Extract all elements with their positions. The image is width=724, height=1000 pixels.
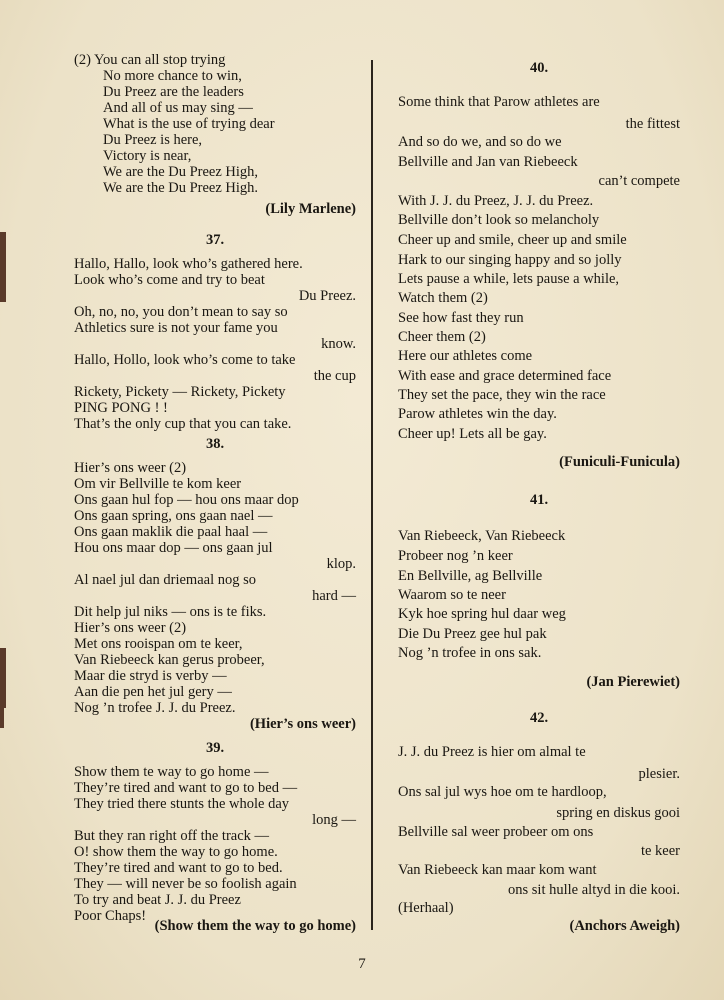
song-36-tune: (Lily Marlene) [265, 201, 356, 217]
song-38-line: Hier’s ons weer (2) [74, 460, 187, 476]
song-41-number: 41. [529, 492, 549, 508]
song-38-line: hard — [312, 588, 356, 604]
page-number: 7 [358, 956, 366, 972]
song-41-line: Probeer nog ’n keer [398, 548, 513, 564]
song-42-tune: (Anchors Aweigh) [569, 918, 680, 934]
song-42-line: plesier. [638, 766, 680, 782]
song-40-line: Watch them (2) [398, 290, 488, 306]
song-36-line: No more chance to win, [103, 68, 242, 84]
song-41-line: Nog ’n trofee in ons sak. [398, 645, 542, 661]
song-39-line: They tried there stunts the whole day [74, 796, 290, 812]
song-40-line: Bellville don’t look so melancholy [398, 212, 600, 228]
song-37-line: Du Preez. [298, 288, 356, 304]
song-37-number: 37. [205, 232, 225, 248]
song-40-line: Here our athletes come [398, 348, 533, 364]
song-38-line: Hier’s ons weer (2) [74, 620, 187, 636]
song-42-line: J. J. du Preez is hier om almal te [398, 744, 586, 760]
song-39-line: They — will never be so foolish again [74, 876, 297, 892]
song-37-line: Rickety, Pickety — Rickety, Pickety [74, 384, 286, 400]
song-41-tune: (Jan Pierewiet) [586, 674, 680, 690]
song-42-line: Van Riebeeck kan maar kom want [398, 862, 597, 878]
song-39-line: To try and beat J. J. du Preez [74, 892, 241, 908]
song-38-line: Met ons rooispan om te keer, [74, 636, 243, 652]
song-36-line: What is the use of trying dear [103, 116, 275, 132]
song-38-line: Nog ’n trofee J. J. du Preez. [74, 700, 236, 716]
song-41-line: Waarom so te neer [398, 587, 506, 603]
song-38-line: Ons gaan hul fop — hou ons maar dop [74, 492, 299, 508]
song-39-line: They’re tired and want to go to bed — [74, 780, 298, 796]
song-39-number: 39. [205, 740, 225, 756]
song-40-line: And so do we, and so do we [398, 134, 562, 150]
song-40-number: 40. [529, 60, 549, 76]
song-39-line: Show them te way to go home — [74, 764, 269, 780]
song-40-line: They set the pace, they win the race [398, 387, 606, 403]
song-39-tune: (Show them the way to go home) [154, 918, 356, 934]
song-42-line: Bellville sal weer probeer om ons [398, 824, 594, 840]
song-37-line: PING PONG ! ! [74, 400, 168, 416]
song-37-line: the cup [313, 368, 356, 384]
song-40-line: Cheer up and smile, cheer up and smile [398, 232, 627, 248]
song-40-line: Bellville and Jan van Riebeeck [398, 154, 578, 170]
song-38-line: Aan die pen het jul gery — [74, 684, 232, 700]
song-37-line: That’s the only cup that you can take. [74, 416, 292, 432]
song-39-line: Poor Chaps! [74, 908, 147, 924]
song-37-line: Look who’s come and try to beat [74, 272, 265, 288]
song-40-line: Cheer up! Lets all be gay. [398, 426, 547, 442]
song-41-line: En Bellville, ag Bellville [398, 568, 543, 584]
song-40-line: With J. J. du Preez, J. J. du Preez. [398, 193, 594, 209]
song-38-line: Ons gaan maklik die paal haal — [74, 524, 268, 540]
song-37-line: Oh, no, no, you don’t mean to say so [74, 304, 288, 320]
song-38-line: klop. [326, 556, 356, 572]
song-38-line: Van Riebeeck kan gerus probeer, [74, 652, 265, 668]
song-37-line: know. [321, 336, 356, 352]
song-40-line: Parow athletes win the day. [398, 406, 557, 422]
song-40-line: Cheer them (2) [398, 329, 486, 345]
song-37-line: Athletics sure is not your fame you [74, 320, 278, 336]
song-42-line: ons sit hulle altyd in die kooi. [508, 882, 680, 898]
song-36-line: We are the Du Preez High, [103, 164, 259, 180]
song-37-line: Hallo, Hollo, look who’s come to take [74, 352, 296, 368]
song-39-line: O! show them the way to go home. [74, 844, 278, 860]
song-38-line: Ons gaan spring, ons gaan nael — [74, 508, 273, 524]
song-38-line: Om vir Bellville te kom keer [74, 476, 242, 492]
song-41-line: Kyk hoe spring hul daar weg [398, 606, 566, 622]
song-41-line: Die Du Preez gee hul pak [398, 626, 547, 642]
binding-edge-mark [0, 232, 6, 302]
song-40-tune: (Funiculi-Funicula) [559, 454, 680, 470]
song-38-line: Al nael jul dan driemaal nog so [74, 572, 257, 588]
song-41-line: Van Riebeeck, Van Riebeeck [398, 528, 566, 544]
song-42-line: (Herhaal) [398, 900, 454, 916]
song-39-line: But they ran right off the track — [74, 828, 270, 844]
binding-edge-mark [0, 708, 4, 728]
song-42-line: te keer [640, 843, 680, 859]
song-36-line: We are the Du Preez High. [103, 180, 259, 196]
song-40-line: With ease and grace determined face [398, 368, 612, 384]
song-42-number: 42. [529, 710, 549, 726]
song-36-line: Du Preez are the leaders [103, 84, 244, 100]
song-38-line: Hou ons maar dop — ons gaan jul [74, 540, 273, 556]
song-36-line: Victory is near, [103, 148, 192, 164]
song-39-line: long — [312, 812, 356, 828]
song-40-line: Lets pause a while, lets pause a while, [398, 271, 620, 287]
song-38-tune: (Hier’s ons weer) [249, 716, 356, 732]
song-39-line: They’re tired and want to go to bed. [74, 860, 283, 876]
song-40-line: Hark to our singing happy and so jolly [398, 252, 622, 268]
song-40-line: can’t compete [598, 173, 680, 189]
song-36-line: Du Preez is here, [103, 132, 203, 148]
binding-edge-mark [0, 648, 6, 708]
song-36-line: (2) You can all stop trying [74, 52, 226, 68]
song-40-line: See how fast they run [398, 310, 524, 326]
song-38-line: Maar die stryd is verby — [74, 668, 227, 684]
song-36-line: And all of us may sing — [103, 100, 253, 116]
song-38-number: 38. [205, 436, 225, 452]
song-38-line: Dit help jul niks — ons is te fiks. [74, 604, 267, 620]
song-40-line: the fittest [625, 116, 680, 132]
song-42-line: Ons sal jul wys hoe om te hardloop, [398, 784, 607, 800]
song-37-line: Hallo, Hallo, look who’s gathered here. [74, 256, 303, 272]
song-40-line: Some think that Parow athletes are [398, 94, 600, 110]
song-42-line: spring en diskus gooi [556, 805, 680, 821]
